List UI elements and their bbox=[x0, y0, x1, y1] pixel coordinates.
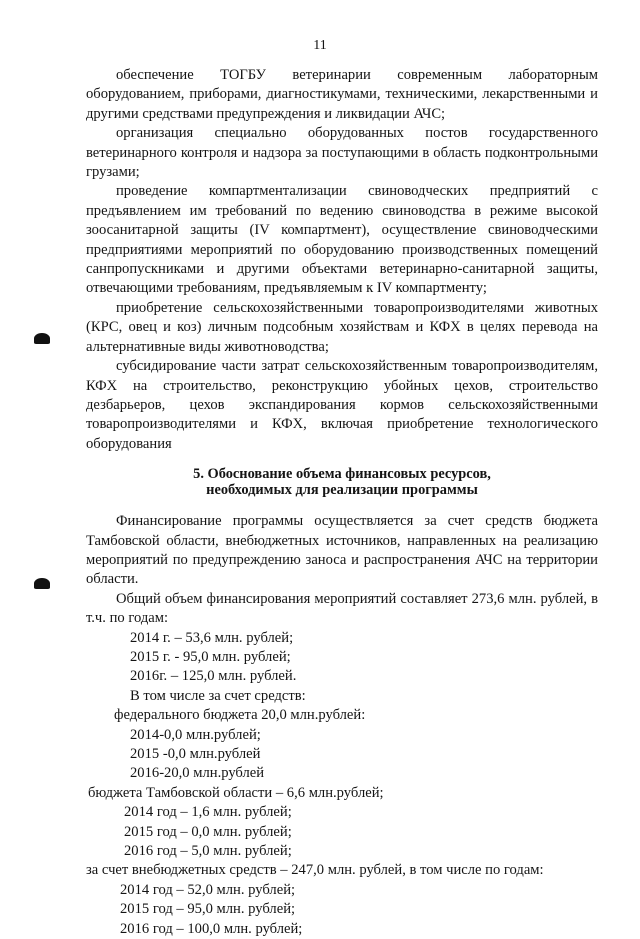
year-line: 2015 год – 95,0 млн. рублей; bbox=[120, 901, 296, 918]
year-line: 2014 год – 52,0 млн. рублей; bbox=[120, 881, 296, 898]
document-body bbox=[86, 66, 598, 939]
year-line: 2016 год – 100,0 млн. рублей; bbox=[120, 920, 303, 937]
margin-punch-mark-top bbox=[34, 333, 50, 344]
including-line: В том числе за счет средств: bbox=[130, 687, 306, 704]
year-line: 2015 год – 0,0 млн. рублей; bbox=[124, 823, 292, 840]
year-line: 2016г. – 125,0 млн. рублей. bbox=[130, 668, 297, 685]
year-line: 2016-20,0 млн.рублей bbox=[130, 765, 265, 782]
page-number: 11 bbox=[313, 38, 327, 53]
year-line: 2015 г. - 95,0 млн. рублей; bbox=[130, 648, 291, 665]
year-line: 2016 год – 5,0 млн. рублей; bbox=[124, 843, 292, 860]
funding-total: Общий объем финансирования мероприятий составляет 273,6 млн. рублей, в т.ч. по годам: bbox=[86, 590, 598, 627]
year-line: 2015 -0,0 млн.рублей bbox=[130, 746, 261, 762]
year-line: 2014 год – 1,6 млн. рублей; bbox=[124, 804, 292, 821]
measure-paragraph: проведение компартментализации свиноводческих предприятий с предъявлением им требований по ведению свиноводства в режиме высокой зоосанитарной защиты (IV компартмент), осуществление свиноводческими предприятиями мероприятий по оборудованию производственных помещений санпропускниками и другими объектами ветеринарно-санитарной защиты, отвечающими требованиям, предъявляемым к IV компартменту; bbox=[86, 183, 598, 297]
margin-punch-mark-bottom bbox=[34, 578, 50, 589]
measure-paragraph: субсидирование части затрат сельскохозяйственным товаропроизводителям, КФХ на строительство, реконструкцию убойных цехов, строительство дезбарьеров, цехов экспандирования кормов сельскохозяйственными товаропроизводителями и КФХ, включая приобретение технологического оборудования bbox=[86, 358, 598, 452]
federal-budget-line: федерального бюджета 20,0 млн.рублей: bbox=[114, 707, 366, 724]
regional-budget-line: бюджета Тамбовской области – 6,6 млн.рублей; bbox=[88, 784, 384, 801]
extrabudgetary-line: за счет внебюджетных средств – 247,0 млн. рублей, в том числе по годам: bbox=[86, 862, 544, 879]
section-heading-line: необходимых для реализации программы bbox=[206, 482, 478, 499]
section-heading bbox=[86, 466, 598, 498]
funding-intro: Финансирование программы осуществляется за счет средств бюджета Тамбовской области, внебюджетных источников, направленных на реализацию мероприятий по предупреждению заноса и распространения АЧС на территории области. bbox=[86, 513, 598, 588]
year-line: 2014 г. – 53,6 млн. рублей; bbox=[130, 629, 294, 646]
measure-paragraph: обеспечение ТОГБУ ветеринарии современным лабораторным оборудованием, приборами, диагностикумами, техническими, лекарственными и другими средствами предупреждения и ликвидации АЧС; bbox=[86, 67, 598, 122]
measure-paragraph: приобретение сельскохозяйственными товаропроизводителями животных (КРС, овец и коз) личным подсобным хозяйствам и КФХ в целях перевода на альтернативные виды животноводства; bbox=[86, 299, 598, 355]
section-heading-line: 5. Обоснование объема финансовых ресурсов, bbox=[193, 466, 491, 483]
year-line: 2014-0,0 млн.рублей; bbox=[130, 726, 261, 743]
measure-paragraph: организация специально оборудованных постов государственного ветеринарного контроля и надзора за поступающими в область подконтрольными грузами; bbox=[86, 125, 598, 181]
